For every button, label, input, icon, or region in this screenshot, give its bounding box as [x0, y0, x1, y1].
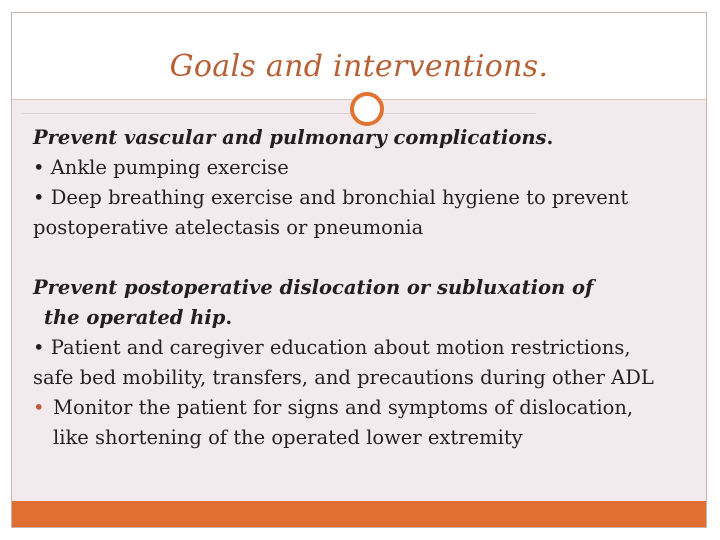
title-area	[12, 13, 706, 100]
list-item: • Ankle pumping exercise	[33, 156, 289, 179]
section-heading-1-period: .	[546, 126, 554, 149]
hanging-bullet-line-2: like shortening of the operated lower extremity	[53, 426, 523, 449]
divider-line	[22, 113, 536, 114]
hanging-bullet-line-1: Monitor the patient for signs and symptoms of dislocation,	[53, 396, 634, 419]
slide-title: Goals and interventions.	[169, 49, 549, 84]
section-heading-1-text: Prevent vascular and pulmonary complications	[33, 126, 547, 149]
list-item-hanging	[33, 393, 693, 453]
circle-ornament-icon	[350, 92, 384, 126]
list-item: safe bed mobility, transfers, and precautions during other ADL	[33, 366, 654, 389]
section-heading-2-text: Prevent postoperative dislocation or subluxation of	[33, 276, 594, 299]
section-spacer	[33, 243, 693, 273]
list-item: • Deep breathing exercise and bronchial hygiene to prevent	[33, 186, 629, 209]
slide-body	[33, 123, 693, 453]
section-heading-2-continued	[33, 303, 693, 333]
section-heading-2-period: .	[225, 306, 233, 329]
section-heading-2-text-2: the operated hip	[44, 306, 226, 329]
bottom-bar	[12, 501, 706, 527]
section-heading-2	[33, 273, 693, 303]
hanging-bullet-text	[53, 393, 693, 453]
section-heading-1	[33, 123, 693, 153]
list-item: postoperative atelectasis or pneumonia	[33, 216, 424, 239]
list-item: • Patient and caregiver education about motion restrictions,	[33, 336, 631, 359]
bullet-icon: •	[33, 396, 45, 419]
